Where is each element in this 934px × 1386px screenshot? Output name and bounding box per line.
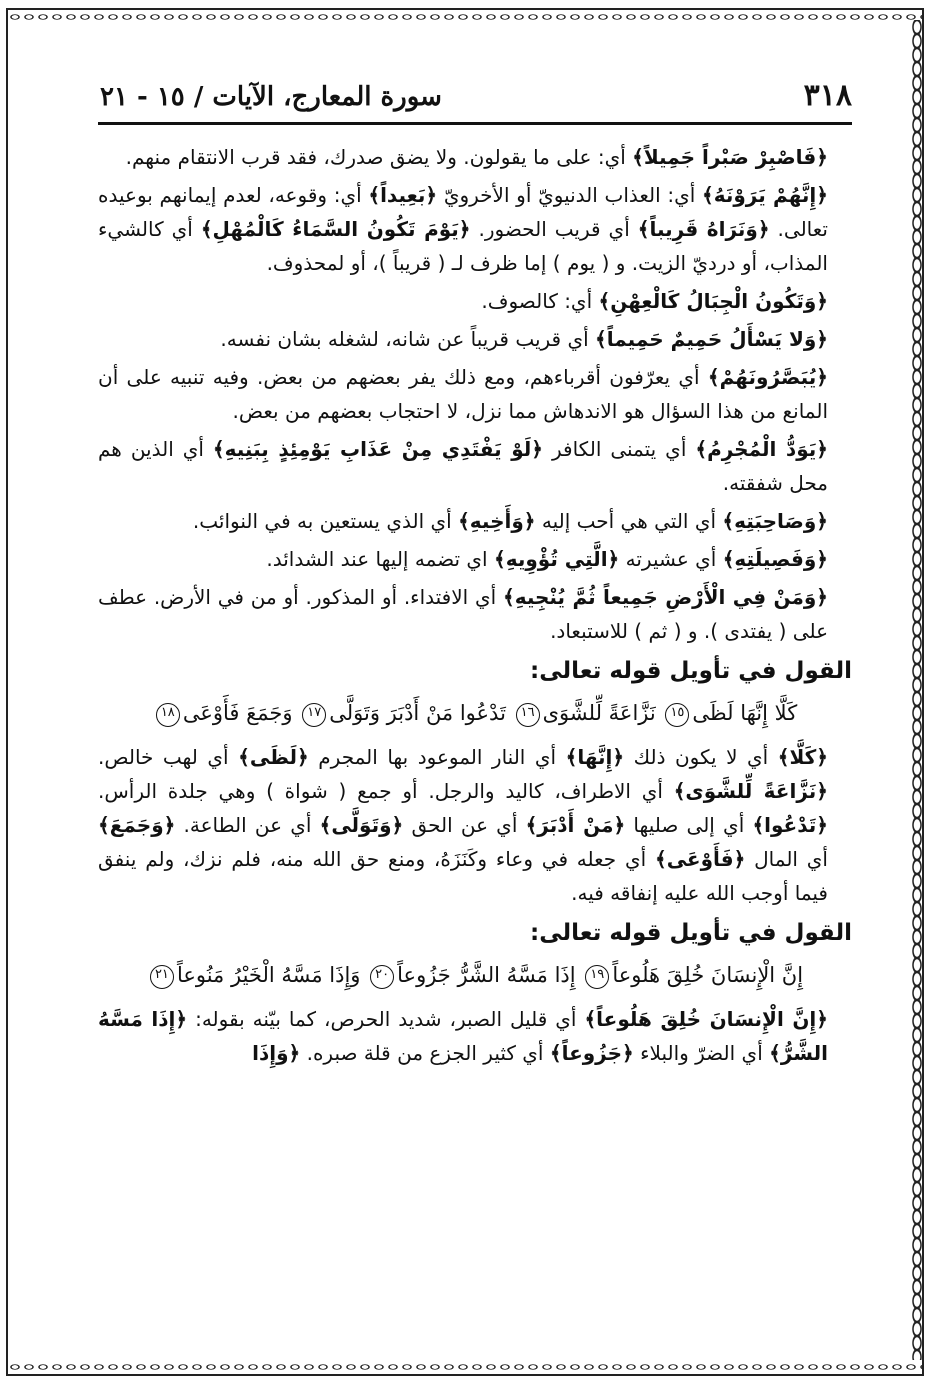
commentary-text: أي: وقوعه، لعدم إيمانهم بوعيده تعالى. <box>98 183 828 241</box>
paragraph <box>98 542 852 576</box>
ayah-number: ٢٠ <box>370 965 394 989</box>
quran-quote: ﴿إِنَّ الْإِنسَانَ خُلِقَ هَلُوعاً﴾ <box>584 1007 829 1031</box>
commentary-text: أي الاطراف، كاليد والرجل. أو جمع ( شواة ) وهي جلدة الرأس. <box>98 779 674 803</box>
paragraph <box>98 322 852 356</box>
paragraph <box>98 580 852 648</box>
paragraph <box>98 740 852 910</box>
section-heading: القول في تأويل قوله تعالى: <box>530 658 852 684</box>
commentary-text: أي الذي يستعين به في النوائب. <box>192 509 459 533</box>
commentary-text: أي جعله في وعاء وكَنَزَهُ، ومنع حق الله منه، فلم نزك، ولم ينفق فيما أوجب الله عليه إنفاقه فيه. <box>98 847 828 905</box>
verse-text: نَزَّاعَةً لِّلشَّوَى <box>542 701 656 725</box>
paragraph <box>98 284 852 318</box>
paragraph <box>98 178 852 280</box>
quran-quote: ﴿يَوَدُّ الْمُجْرِمُ﴾ <box>695 437 828 461</box>
section-heading: القول في تأويل قوله تعالى: <box>530 920 852 946</box>
verse-text: كَلَّا إِنَّهَا لَظَى <box>692 701 798 725</box>
commentary-text: أي قليل الصبر، شديد الحرص، كما بيّنه بقوله: <box>187 1007 585 1031</box>
quran-quote: ﴿وَتَكُونُ الْجِبَالُ كَالْعِهْنِ﴾ <box>598 289 828 313</box>
commentary-text: أي يعرّفون أقرباءهم، ومع ذلك يفر بعضهم من بعض. وفيه تنبيه على أن المانع من هذا السؤال هو الاندهاش مما نزل، لا احتجاب بعضهم من بعض. <box>98 365 828 423</box>
quran-quote: ﴿وَصَاحِبَتِهِ﴾ <box>722 509 828 533</box>
paragraph <box>98 432 852 500</box>
quran-quote: ﴿وَإِذَا <box>252 1041 301 1065</box>
commentary-text: أي: العذاب الدنيويّ أو الأخرويّ <box>437 183 702 207</box>
quran-quote: ﴿وَجَمَعَ﴾ <box>98 813 176 837</box>
page-header <box>100 78 852 118</box>
quran-quote: ﴿تَدْعُوا﴾ <box>752 813 828 837</box>
paragraph <box>98 1002 852 1070</box>
commentary-text: أي قريب قريباً عن شانه، لشغله بشان نفسه. <box>220 327 596 351</box>
quran-quote: ﴿يُبَصَّرُونَهُمْ﴾ <box>707 365 828 389</box>
verse-text: وَإِذَا مَسَّهُ الْخَيْرُ مَنُوعاً <box>176 963 361 987</box>
commentary-text: اي تضمه إليها عند الشدائد. <box>266 547 494 571</box>
commentary-text: أي الذين هم محل شفقته. <box>98 437 828 495</box>
ayah-number: ١٩ <box>585 965 609 989</box>
verse-text: تَدْعُوا مَنْ أَدْبَرَ وَتَوَلَّى <box>329 701 506 725</box>
verse-block <box>98 956 852 994</box>
quran-quote: ﴿إِنَّهُمْ يَرَوْنَهُ﴾ <box>701 183 828 207</box>
quran-quote: ﴿بَعِيداً﴾ <box>368 183 438 207</box>
commentary-text: أي كالشيء المذاب، أو درديّ الزيت. و ( يوم ) إما ظرف لـ ( قريباً )، أو لمحذوف. <box>98 217 828 275</box>
bottom-ornament-border <box>8 1360 922 1374</box>
quran-quote: ﴿مَنْ أَدْبَرَ﴾ <box>525 813 626 837</box>
ayah-number: ١٥ <box>665 703 689 727</box>
commentary-text: أي إلى صليها <box>625 813 753 837</box>
commentary-text: أي الضرّ والبلاء <box>633 1041 770 1065</box>
right-ornament-border <box>910 20 924 1360</box>
page-body <box>98 140 852 1074</box>
quran-quote: ﴿وَنَرَاهُ قَرِيباً﴾ <box>637 217 770 241</box>
quran-quote: ﴿جَزُوعاً﴾ <box>549 1041 634 1065</box>
quran-quote: ﴿الَّتِي تُؤْوِيهِ﴾ <box>493 547 620 571</box>
quran-quote: ﴿وَأَخِيهِ﴾ <box>458 509 536 533</box>
ayah-number: ١٦ <box>516 703 540 727</box>
paragraph <box>98 504 852 538</box>
ayah-number: ١٧ <box>302 703 326 727</box>
page-number: ٣١٨ <box>803 78 852 113</box>
commentary-text: أي لهب خالص. <box>98 745 239 769</box>
quran-quote: ﴿لَظَى﴾ <box>238 745 309 769</box>
quran-quote: ﴿نَزَّاعَةً لِّلشَّوَى﴾ <box>673 779 828 803</box>
commentary-text: أي عشيرته <box>619 547 723 571</box>
commentary-text: أي: كالصوف. <box>481 289 599 313</box>
commentary-text: أي الافتداء. أو المذكور. أو من في الأرض. عطف على ( يفتدى ). و ( ثم ) للاستبعاد. <box>98 585 828 643</box>
commentary-text: أي كثير الجزع من قلة صبره. <box>300 1041 550 1065</box>
verse-block <box>98 694 852 732</box>
quran-quote: ﴿فَاصْبِرْ صَبْراً جَمِيلاً﴾ <box>632 145 828 169</box>
quran-quote: ﴿إِنَّهَا﴾ <box>565 745 625 769</box>
ayah-number: ٢١ <box>150 965 174 989</box>
commentary-text: أي المال <box>745 847 828 871</box>
paragraph <box>98 140 852 174</box>
quran-quote: ﴿وَفَصِيلَتِهِ﴾ <box>722 547 828 571</box>
commentary-text: أي عن الطاعة. <box>175 813 320 837</box>
commentary-text: أي لا يكون ذلك <box>624 745 778 769</box>
verse-text: وَجَمَعَ فَأَوْعَى <box>182 701 293 725</box>
commentary-text: أي: على ما يقولون. ولا يضق صدرك، فقد قرب الانتقام منهم. <box>125 145 633 169</box>
paragraph <box>98 360 852 428</box>
commentary-text: أي التي هي أحب إليه <box>535 509 723 533</box>
header-rule <box>98 122 852 125</box>
commentary-text: أي قريب الحضور. <box>470 217 638 241</box>
ayah-number: ١٨ <box>156 703 180 727</box>
running-title: سورة المعارج، الآيات / ١٥ - ٢١ <box>100 82 442 112</box>
quran-quote: ﴿إِذَا مَسَّهُ الشَّرُّ﴾ <box>98 1007 828 1065</box>
quran-quote: ﴿يَوْمَ تَكُونُ السَّمَاءُ كَالْمُهْلِ﴾ <box>200 217 471 241</box>
quran-quote: ﴿فَأَوْعَى﴾ <box>654 847 746 871</box>
verse-text: إِنَّ الْإِنسَانَ خُلِقَ هَلُوعاً <box>612 963 804 987</box>
quran-quote: ﴿كَلَّا﴾ <box>777 745 829 769</box>
top-ornament-border <box>8 10 922 24</box>
commentary-text: أي يتمنى الكافر <box>543 437 696 461</box>
quran-quote: ﴿وَتَوَلَّى﴾ <box>319 813 404 837</box>
quran-quote: ﴿لَوْ يَفْتَدِي مِنْ عَذَابِ يَوْمِئِذٍ بِبَنِيهِ﴾ <box>212 437 544 461</box>
commentary-text: أي النار الموعود بها المجرم <box>308 745 566 769</box>
commentary-text: أي عن الحق <box>403 813 526 837</box>
quran-quote: ﴿وَمَنْ فِي الْأَرْضِ جَمِيعاً ثُمَّ يُنْجِيهِ﴾ <box>502 585 828 609</box>
quran-quote: ﴿وَلا يَسْأَلُ حَمِيمٌ حَمِيماً﴾ <box>595 327 828 351</box>
verse-text: إِذَا مَسَّهُ الشَّرُّ جَزُوعاً <box>397 963 576 987</box>
